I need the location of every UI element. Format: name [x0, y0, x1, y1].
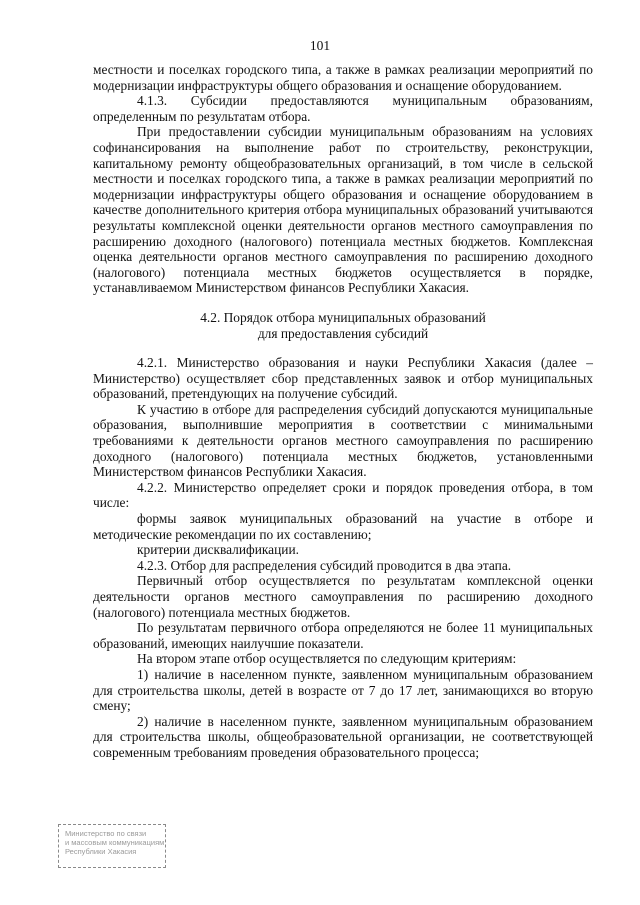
paragraph-4-1-3: 4.1.3. Субсидии предоставляются муниципальным образованиям, определенным по результатам отбора. — [93, 93, 593, 124]
section-heading-line-2: для предоставления субсидий — [257, 325, 429, 341]
document-body — [93, 62, 593, 761]
paragraph-4-2-1: 4.2.1. Министерство образования и науки Республики Хакасия (далее – Министерство) осуществляет сбор представленных заявок и отбор муниципальных образований, претендующих на получение субсидий. — [93, 355, 593, 402]
paragraph-4-2-3: 4.2.3. Отбор для распределения субсидий проводится в два этапа. — [137, 557, 512, 573]
paragraph-primary-selection: Первичный отбор осуществляется по результатам комплексной оценки деятельности органов местного самоуправления по расширению доходного (налогового) потенциала местных бюджетов. — [93, 573, 593, 620]
paragraph-second-stage: На втором этапе отбор осуществляется по следующим критериям: — [137, 651, 517, 667]
registration-stamp — [58, 824, 166, 868]
paragraph-application-forms: формы заявок муниципальных образований на участие в отборе и методические рекомендации по их составлению; — [93, 511, 593, 542]
stamp-line-1: Министерство по связи — [65, 829, 147, 838]
page-number: 101 — [309, 38, 331, 53]
paragraph-disqualification: критерии дисквалификации. — [137, 542, 299, 558]
paragraph-criterion-1: 1) наличие в населенном пункте, заявленном муниципальным образованием для строительства школы, детей в возрасте от 7 до 17 лет, занимающихся во вторую смену; — [93, 666, 593, 714]
section-heading-4-2 — [93, 310, 593, 341]
paragraph-1: местности и поселках городского типа, а также в рамках реализации мероприятий по модернизации инфраструктуры общего образования и оснащение оборудованием. — [93, 62, 593, 93]
paragraph-subsidy-conditions: При предоставлении субсидии муниципальным образованиям на условиях софинансирования на выполнение работ по строительству, реконструкции, капитальному ремонту общеобразовательных организаций, в том числе в сельской местности и поселках городского типа, а также в рамках реализации мероприятий по модернизации инфраструктуры общего образования и оснащение оборудованием в качестве дополнительного критерия отбора муниципальных образований учитываются результаты комплексной оценки деятельности органов местного самоуправления по расширению доходного (налогового) потенциала местных бюджетов. Комплексная оценка деятельности органов местного самоуправления по расширению доходного (налогового) потенциала местных бюджетов осуществляется в порядке, устанавливаемом Министерством финансов Республики Хакасия. — [93, 124, 593, 296]
section-heading-line-1: 4.2. Порядок отбора муниципальных образований — [200, 309, 486, 325]
paragraph-4-2-2: 4.2.2. Министерство определяет сроки и порядок проведения отбора, в том числе: — [93, 479, 593, 511]
stamp-line-2: и массовым коммуникациям — [65, 838, 165, 847]
paragraph-criterion-2: 2) наличие в населенном пункте, заявленном муниципальным образованием для строительства школы, общеобразовательной организации, не соответствующей современным требованиям проведения образовательного процесса; — [93, 713, 593, 760]
stamp-line-3: Республики Хакасия — [65, 847, 137, 856]
paragraph-primary-results: По результатам первичного отбора определяются не более 11 муниципальных образований, имеющих наилучшие показатели. — [93, 620, 593, 651]
paragraph-admission: К участию в отборе для распределения субсидий допускаются муниципальные образования, выполнившие мероприятия в соответствии с минимальными требованиями к деятельности органов местного самоуправления по расширению доходного (налогового) потенциала местных бюджетов, установленными Министерством финансов Республики Хакасия. — [93, 401, 593, 480]
